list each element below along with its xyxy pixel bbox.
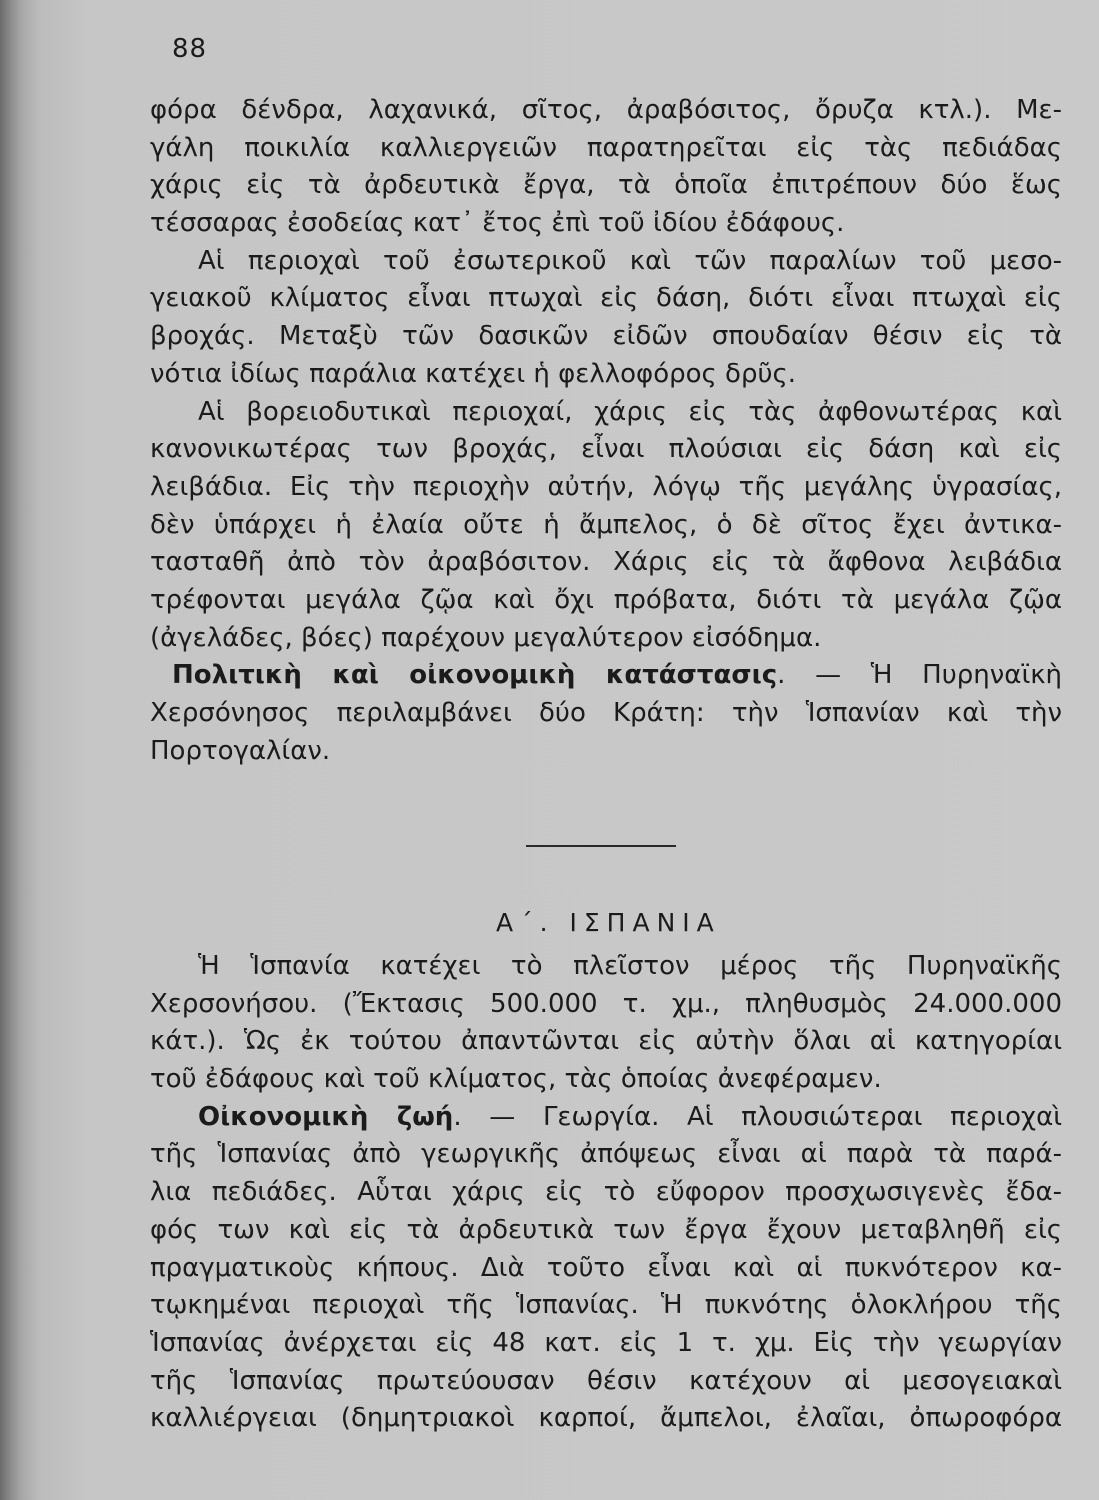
text-line: Ἱσπανίας ἀνέρχεται εἰς 48 κατ. εἰς 1 τ. χμ. Εἰς τὴν γεωργίαν bbox=[150, 1327, 1062, 1358]
text-line: τασταθῆ ἀπὸ τὸν ἀραβόσιτον. Χάρις εἰς τὰ ἄφθονα λειβάδια bbox=[150, 547, 1062, 578]
text-line: τῆς Ἱσπανίας ἀπὸ γεωργικῆς ἀπόψεως εἶναι αἱ παρὰ τὰ παρά- bbox=[150, 1139, 1062, 1170]
text-line: γάλη ποικιλία καλλιεργειῶν παρατηρεῖται εἰς τὰς πεδιάδας bbox=[150, 132, 1062, 163]
text-line: φός των καὶ εἰς τὰ ἀρδευτικὰ των ἔργα ἔχουν μεταβληθῆ εἰς bbox=[150, 1214, 1062, 1245]
text-line: Αἱ βορειοδυτικαὶ περιοχαί, χάρις εἰς τὰς ἀφθονωτέρας καὶ bbox=[198, 396, 1062, 427]
text-line: Χερσονήσου. (Ἔκτασις 500.000 τ. χμ., πληθυσμὸς 24.000.000 bbox=[150, 988, 1062, 1019]
text-line: Ἡ Ἱσπανία κατέχει τὸ πλεῖστον μέρος τῆς Πυρηναϊκῆς bbox=[198, 951, 1062, 981]
section-divider bbox=[526, 845, 676, 847]
political-heading-rest: . — Ἡ Πυρηναϊκὴ bbox=[777, 660, 1062, 691]
text-line: κανονικωτέρας των βροχάς, εἶναι πλούσιαι εἰς δάση καὶ εἰς bbox=[150, 434, 1062, 465]
text-line: (ἀγελάδες, βόες) παρέχουν μεγαλύτερον εἰσόδημα. bbox=[150, 622, 822, 653]
text-line: λειβάδια. Εἰς τὴν περιοχὴν αὐτήν, λόγῳ τῆς μεγάλης ὑγρασίας, bbox=[150, 471, 1062, 502]
text-line: τῳκημέναι περιοχαὶ τῆς Ἱσπανίας. Ἡ πυκνότης ὁλοκλήρου τῆς bbox=[150, 1290, 1062, 1321]
text-line: καλλιέργειαι (δημητριακοὶ καρποί, ἄμπελοι, ἐλαῖαι, ὀπωροφόρα bbox=[150, 1403, 1062, 1434]
text-line: Χερσόνησος περιλαμβάνει δύο Κράτη: τὴν Ἱσπανίαν καὶ τὴν bbox=[150, 698, 1062, 728]
economic-heading-rest: . — Γεωργία. Αἱ πλουσιώτεραι περιοχαὶ bbox=[453, 1101, 1063, 1132]
text-line: τέσσαρας ἐσοδείας κατ᾽ ἔτος ἐπὶ τοῦ ἰδίου ἐδάφους. bbox=[150, 208, 845, 239]
political-heading: Πολιτικὴ καὶ οἰκονομικὴ κατάστασις bbox=[172, 660, 778, 691]
text-line: πραγματικοὺς κήπους. Διὰ τοῦτο εἶναι καὶ αἱ πυκνότερον κα- bbox=[150, 1252, 1062, 1283]
page-number: 88 bbox=[172, 34, 208, 64]
lower-text-block bbox=[150, 948, 1062, 1438]
political-heading-line bbox=[150, 657, 1062, 695]
text-line: γειακοῦ κλίματος εἶναι πτωχαὶ εἰς δάση, διότι εἶναι πτωχαὶ εἰς bbox=[150, 283, 1062, 314]
text-line: τρέφονται μεγάλα ζῷα καὶ ὄχι πρόβατα, διότι τὰ μεγάλα ζῷα bbox=[150, 584, 1062, 615]
text-line: δὲν ὑπάρχει ἡ ἐλαία οὔτε ἡ ἄμπελος, ὁ δὲ σῖτος ἔχει ἀντικα- bbox=[150, 509, 1062, 540]
economic-heading-line bbox=[150, 1099, 1062, 1137]
text-line: χάρις εἰς τὰ ἀρδευτικὰ ἔργα, τὰ ὁποῖα ἐπιτρέπουν δύο ἕως bbox=[150, 170, 1062, 201]
text-line: Πορτογαλίαν. bbox=[150, 735, 331, 766]
text-line: φόρα δένδρα, λαχανικά, σῖτος, ἀραβόσιτος, ὄρυζα κτλ.). Με- bbox=[150, 95, 1062, 125]
economic-heading: Οἰκονομικὴ ζωή bbox=[198, 1101, 454, 1132]
text-line: Αἱ περιοχαὶ τοῦ ἐσωτερικοῦ καὶ τῶν παραλίων τοῦ μεσο- bbox=[198, 245, 1062, 276]
chapter-heading: Α΄. ΙΣΠΑΝΙΑ bbox=[496, 908, 721, 937]
text-line: νότια ἰδίως παράλια κατέχει ἡ φελλοφόρος δρῦς. bbox=[150, 358, 797, 389]
text-line: τοῦ ἐδάφους καὶ τοῦ κλίματος, τὰς ὁποίας ἀνεφέραμεν. bbox=[150, 1064, 882, 1095]
text-line: λια πεδιάδες. Αὗται χάρις εἰς τὸ εὔφορον προσχωσιγενὲς ἔδα- bbox=[150, 1177, 1062, 1208]
upper-text-block bbox=[150, 92, 1062, 770]
text-line: τῆς Ἱσπανίας πρωτεύουσαν θέσιν κατέχουν αἱ μεσογειακαὶ bbox=[150, 1365, 1062, 1396]
text-line: κάτ.). Ὡς ἐκ τούτου ἀπαντῶνται εἰς αὐτὴν ὅλαι αἱ κατηγορίαι bbox=[150, 1026, 1062, 1057]
text-line: βροχάς. Μεταξὺ τῶν δασικῶν εἰδῶν σπουδαίαν θέσιν εἰς τὰ bbox=[150, 321, 1062, 352]
